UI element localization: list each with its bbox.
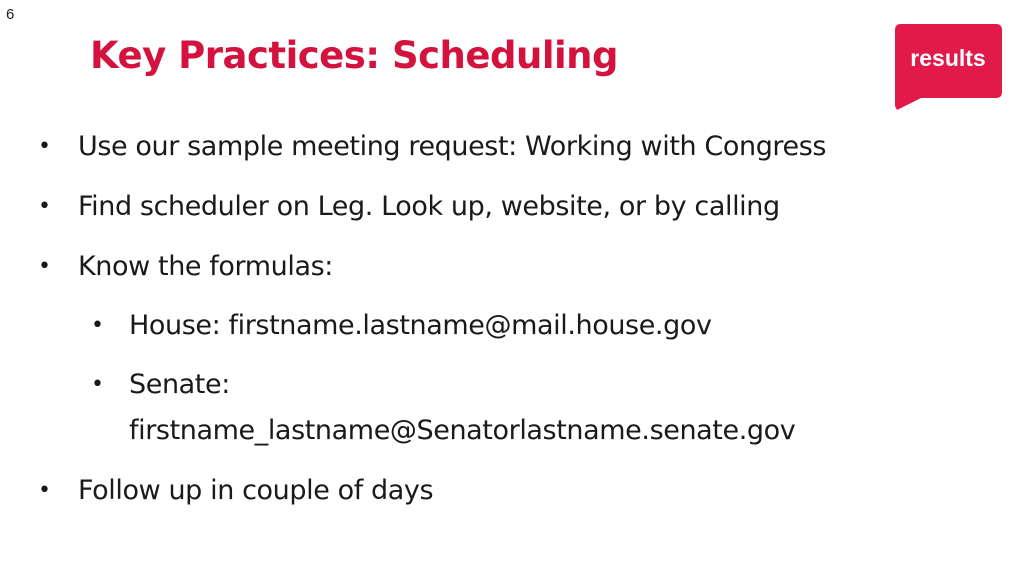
- bullet-dot-icon: •: [38, 254, 51, 279]
- speech-bubble-logo-icon: [895, 24, 1002, 110]
- bullet-dot-icon: •: [38, 478, 51, 503]
- list-item: [38, 244, 333, 290]
- sub-list-item: [91, 362, 796, 454]
- bullet-text-line-1: Senate:: [129, 369, 230, 400]
- bullet-dot-icon: •: [38, 134, 51, 159]
- bullet-text: Find scheduler on Leg. Look up, website, or by calling: [78, 191, 780, 222]
- bullet-dot-icon: •: [91, 313, 104, 338]
- bullet-text: Know the formulas:: [78, 251, 333, 282]
- slide-title: Key Practices: Scheduling: [90, 34, 619, 77]
- list-item: [38, 124, 827, 170]
- bullet-text-line-2: firstname_lastname@Senatorlastname.senate.gov: [129, 415, 796, 446]
- bullet-dot-icon: •: [38, 194, 51, 219]
- list-item: [38, 184, 780, 230]
- results-logo: [895, 24, 1002, 110]
- slide-number: 6: [6, 6, 15, 23]
- bullet-text: Follow up in couple of days: [78, 475, 434, 506]
- logo-wordmark: results: [910, 45, 986, 71]
- list-item: [38, 468, 434, 514]
- sub-list-item: [91, 303, 712, 349]
- bullet-text: Use our sample meeting request: Working with Congress: [78, 131, 827, 162]
- bullet-dot-icon: •: [91, 372, 104, 397]
- bullet-text: House: firstname.lastname@mail.house.gov: [129, 310, 712, 341]
